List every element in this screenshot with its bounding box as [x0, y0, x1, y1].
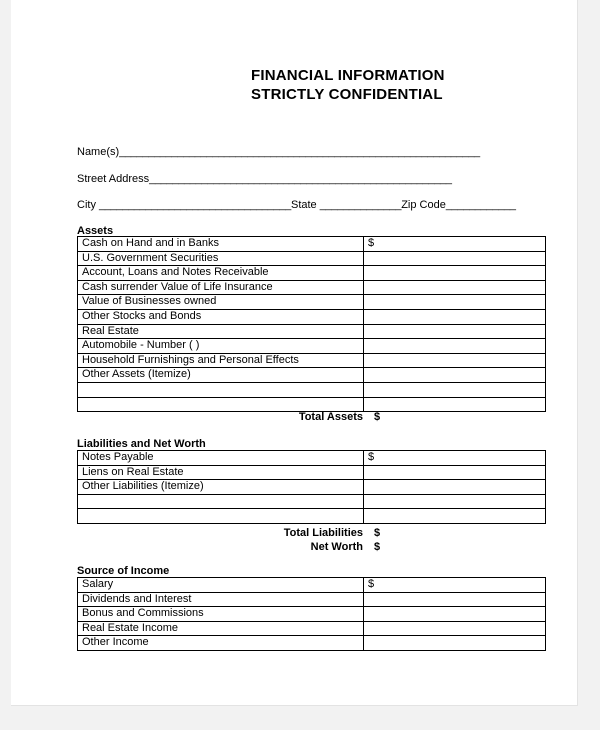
table-row: [78, 578, 546, 593]
street-label: Street Address: [77, 173, 150, 185]
form-content: [66, 0, 546, 705]
row-label: Real Estate Income: [78, 621, 364, 636]
row-label: Household Furnishings and Personal Effects: [78, 353, 364, 368]
row-label: Automobile - Number ( ): [78, 339, 364, 354]
row-amount[interactable]: [364, 266, 546, 281]
row-label: Salary: [78, 578, 364, 593]
net-worth-amount[interactable]: $: [374, 541, 381, 553]
table-row: [78, 636, 546, 651]
income-table: [77, 577, 546, 651]
total-assets-amount[interactable]: $: [374, 411, 381, 423]
net-worth-row: [77, 541, 546, 553]
row-amount[interactable]: [364, 353, 546, 368]
row-label: Notes Payable: [78, 451, 364, 466]
row-amount[interactable]: $: [364, 451, 546, 466]
table-row: [78, 465, 546, 480]
row-label: Other Stocks and Bonds: [78, 309, 364, 324]
row-label: Other Liabilities (Itemize): [78, 480, 364, 495]
total-liabilities-row: [77, 527, 546, 539]
row-label: Other Income: [78, 636, 364, 651]
row-amount[interactable]: [364, 621, 546, 636]
row-amount[interactable]: [364, 397, 546, 412]
city-label: City: [77, 199, 99, 211]
state-label: State: [290, 199, 320, 211]
row-label: Cash surrender Value of Life Insurance: [78, 280, 364, 295]
row-amount[interactable]: [364, 480, 546, 495]
liabilities-table: [77, 450, 546, 524]
city-state-zip-row: [77, 199, 516, 212]
table-row: [78, 339, 546, 354]
table-row: [78, 237, 546, 252]
table-row: [78, 509, 546, 524]
row-label: Bonus and Commissions: [78, 607, 364, 622]
page-title: [251, 66, 445, 104]
total-liabilities-label: Total Liabilities: [283, 527, 363, 539]
row-label: Other Assets (Itemize): [78, 368, 364, 383]
income-heading: Source of Income: [77, 565, 170, 577]
table-row: [78, 382, 546, 397]
table-row: [78, 251, 546, 266]
assets-table: [77, 236, 546, 412]
table-row: [78, 480, 546, 495]
name-input[interactable]: ______________________________________________________________: [119, 146, 480, 158]
row-amount[interactable]: [364, 368, 546, 383]
table-row: [78, 280, 546, 295]
assets-heading: Assets: [77, 225, 114, 237]
table-row: [78, 368, 546, 383]
row-amount[interactable]: $: [364, 578, 546, 593]
row-label[interactable]: [78, 382, 364, 397]
row-amount[interactable]: [364, 309, 546, 324]
row-amount[interactable]: $: [364, 237, 546, 252]
row-amount[interactable]: [364, 592, 546, 607]
table-row: [78, 324, 546, 339]
row-amount[interactable]: [364, 636, 546, 651]
name-field-row: [77, 146, 480, 159]
table-row: [78, 592, 546, 607]
row-label[interactable]: [78, 397, 364, 412]
table-row: [78, 397, 546, 412]
row-label[interactable]: [78, 494, 364, 509]
row-label[interactable]: [78, 509, 364, 524]
total-liabilities-amount[interactable]: $: [374, 527, 381, 539]
name-label: Name(s): [77, 146, 120, 158]
row-amount[interactable]: [364, 251, 546, 266]
row-label: Real Estate: [78, 324, 364, 339]
total-assets-row: [77, 411, 546, 423]
row-amount[interactable]: [364, 295, 546, 310]
zip-label: Zip Code: [401, 199, 446, 211]
table-row: [78, 266, 546, 281]
row-amount[interactable]: [364, 509, 546, 524]
row-label: Dividends and Interest: [78, 592, 364, 607]
city-input[interactable]: _________________________________: [99, 199, 291, 211]
table-row: [78, 607, 546, 622]
table-row: [78, 621, 546, 636]
row-label: Liens on Real Estate: [78, 465, 364, 480]
street-input[interactable]: ____________________________________________________: [149, 173, 452, 185]
table-row: [78, 494, 546, 509]
row-amount[interactable]: [364, 465, 546, 480]
table-row: [78, 309, 546, 324]
form-page: [11, 0, 578, 706]
row-label: Cash on Hand and in Banks: [78, 237, 364, 252]
state-input[interactable]: ______________: [319, 199, 402, 211]
street-field-row: [77, 173, 452, 186]
title-line-2: STRICTLY CONFIDENTIAL: [251, 86, 443, 103]
row-amount[interactable]: [364, 382, 546, 397]
net-worth-label: Net Worth: [310, 541, 363, 553]
row-label: Value of Businesses owned: [78, 295, 364, 310]
row-amount[interactable]: [364, 324, 546, 339]
row-label: U.S. Government Securities: [78, 251, 364, 266]
liabilities-heading: Liabilities and Net Worth: [77, 438, 206, 450]
row-amount[interactable]: [364, 339, 546, 354]
total-assets-label: Total Assets: [298, 411, 363, 423]
zip-input[interactable]: ____________: [445, 199, 516, 211]
row-amount[interactable]: [364, 494, 546, 509]
row-label: Account, Loans and Notes Receivable: [78, 266, 364, 281]
table-row: [78, 451, 546, 466]
title-line-1: FINANCIAL INFORMATION: [251, 67, 445, 84]
table-row: [78, 353, 546, 368]
table-row: [78, 295, 546, 310]
row-amount[interactable]: [364, 280, 546, 295]
row-amount[interactable]: [364, 607, 546, 622]
